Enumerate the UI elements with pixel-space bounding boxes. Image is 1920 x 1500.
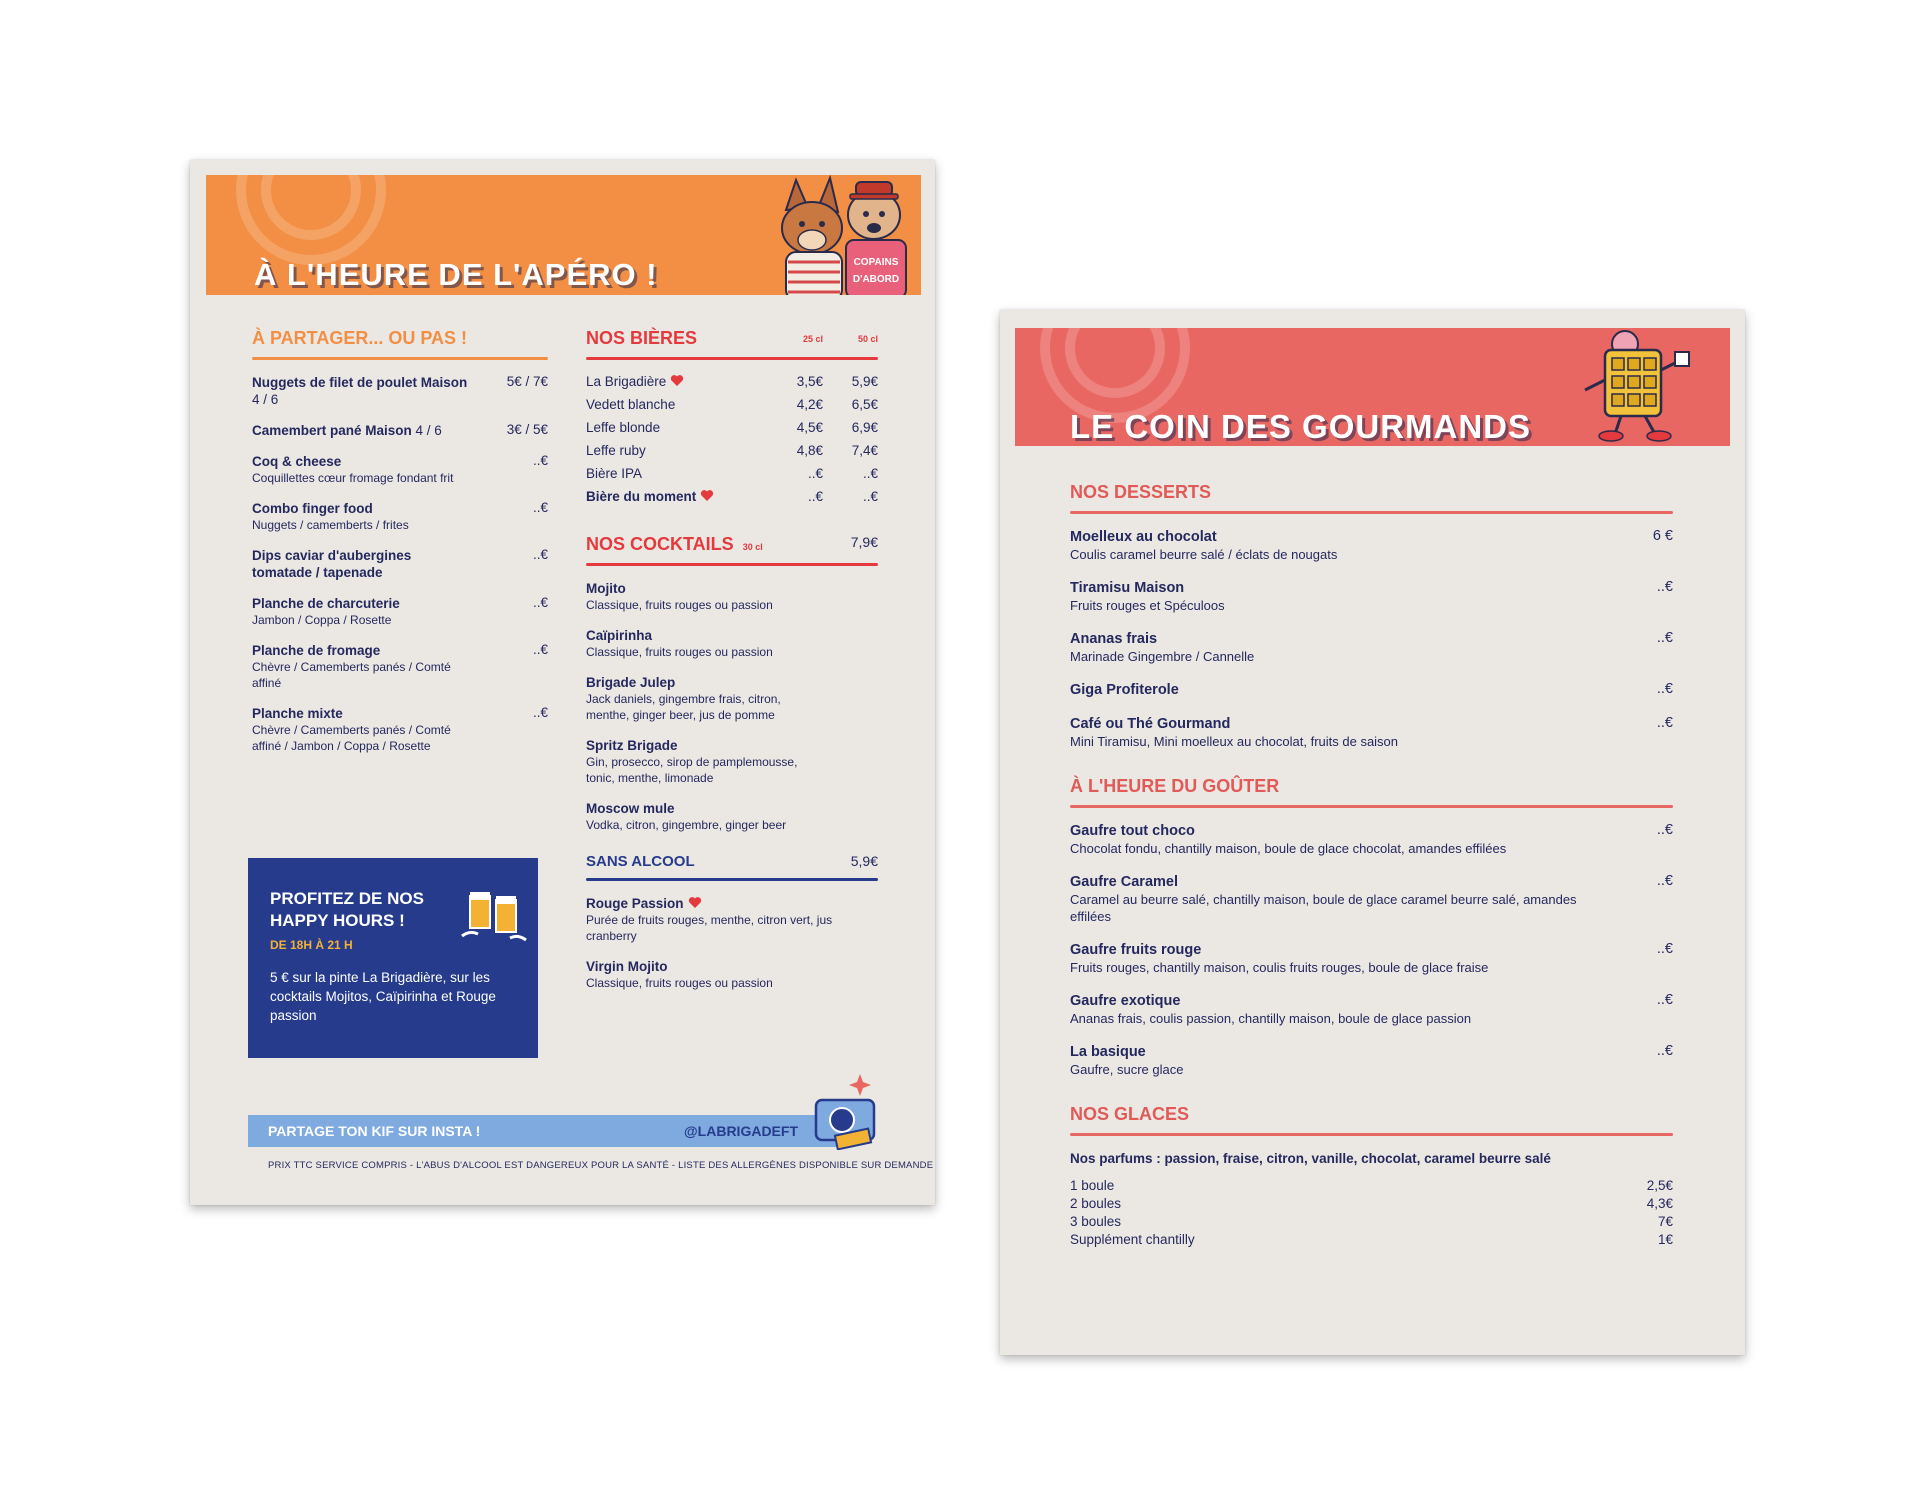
dessert-name: Gaufre tout choco xyxy=(1070,823,1195,839)
mascots-illustration xyxy=(746,175,921,295)
desserts-rule xyxy=(1070,511,1673,514)
heart-icon xyxy=(700,489,714,502)
cocktails-size: 30 cl xyxy=(742,542,763,552)
cocktail-desc: Gin, prosecco, sirop de pamplemousse, tonic, menthe, limonade xyxy=(586,755,798,785)
dessert-item xyxy=(1070,873,1673,925)
glace-name: 2 boules xyxy=(1070,1196,1122,1211)
menu-item xyxy=(252,547,548,581)
size-50: 50 cl xyxy=(857,334,878,344)
cocktail-name: Mojito xyxy=(586,581,626,596)
cocktail-item xyxy=(586,580,878,613)
menu-item xyxy=(252,705,548,754)
dessert-desc: Marinade Gingembre / Cannelle xyxy=(1070,649,1255,664)
cocktails-title xyxy=(586,534,878,563)
dessert-desc: Fruits rouges, chantilly maison, coulis fruits rouges, boule de glace fraise xyxy=(1070,960,1489,975)
insta-text: PARTAGE TON KIF SUR INSTA ! xyxy=(268,1123,481,1139)
glace-name: 3 boules xyxy=(1070,1214,1122,1229)
apero-menu-sheet xyxy=(190,160,935,1205)
beer-price-50: 5,9€ xyxy=(851,374,878,389)
cocktail-name: Brigade Julep xyxy=(586,675,676,690)
beer-row xyxy=(586,489,878,512)
cocktail-item xyxy=(586,737,878,786)
item-name: Dips caviar d'aubergines tomatade / tapenade xyxy=(252,548,412,580)
beer-name: Leffe blonde xyxy=(586,420,661,435)
cocktails-list xyxy=(586,580,878,833)
dessert-price: ..€ xyxy=(1656,579,1673,595)
dessert-item xyxy=(1070,579,1673,614)
glaces-rule xyxy=(1070,1133,1673,1136)
cocktail-item xyxy=(586,627,878,660)
dessert-price: ..€ xyxy=(1656,822,1673,838)
item-name: Planche mixte xyxy=(252,706,343,721)
dessert-price: ..€ xyxy=(1656,1043,1673,1059)
item-price: 5€ / 7€ xyxy=(506,374,548,389)
item-price: 3€ / 5€ xyxy=(506,422,548,437)
dessert-price: ..€ xyxy=(1656,873,1673,889)
dessert-name: Gaufre exotique xyxy=(1070,993,1181,1009)
cocktails-price: 7,9€ xyxy=(850,534,878,550)
badge-line-1: COPAINS xyxy=(853,257,899,268)
glace-name: Supplément chantilly xyxy=(1070,1232,1195,1247)
dessert-name: Ananas frais xyxy=(1070,631,1158,647)
sans-alcool-item xyxy=(586,958,878,991)
dessert-price: ..€ xyxy=(1656,630,1673,646)
dessert-item xyxy=(1070,992,1673,1027)
waffle-mascot-illustration xyxy=(1575,330,1705,444)
item-desc: Coquillettes cœur fromage fondant frit xyxy=(252,471,454,485)
item-name: Nuggets de filet de poulet Maison 4 / 6 xyxy=(252,375,468,407)
gouter-rule xyxy=(1070,805,1673,808)
happy-hours-text: 5 € sur la pinte La Brigadière, sur les cocktails Mojitos, Caïpirinha et Rouge passion xyxy=(270,970,496,1023)
dessert-name: Tiramisu Maison xyxy=(1070,580,1185,596)
dessert-desc: Ananas frais, coulis passion, chantilly maison, boule de glace passion xyxy=(1070,1011,1472,1026)
cocktail-item xyxy=(586,800,878,833)
desserts-title: NOS DESSERTS xyxy=(1070,482,1212,502)
cocktails-title-text: NOS COCKTAILS xyxy=(586,534,734,554)
sans-alcool-list xyxy=(586,895,878,991)
item-desc: Jambon / Coppa / Rosette xyxy=(252,613,392,627)
partager-title: À PARTAGER... OU PAS ! xyxy=(252,328,468,348)
beer-row xyxy=(586,420,878,443)
dessert-desc: Chocolat fondu, chantilly maison, boule de glace chocolat, amandes effilées xyxy=(1070,841,1507,856)
item-price: ..€ xyxy=(532,547,548,562)
beer-name: Vedett blanche xyxy=(586,397,676,412)
glace-price: 7€ xyxy=(1657,1214,1673,1229)
sans-alcool-price: 5,9€ xyxy=(850,853,878,869)
beer-cheers-icon xyxy=(458,886,530,948)
dessert-price: ..€ xyxy=(1656,715,1673,731)
item-portion: 4 / 6 xyxy=(411,423,442,438)
heart-icon xyxy=(670,374,684,387)
beer-price-25: 3,5€ xyxy=(796,374,823,389)
item-name: Coq & cheese xyxy=(252,454,342,469)
cocktail-name: Caïpirinha xyxy=(586,628,653,643)
sans-alcool-title-text: SANS ALCOOL xyxy=(586,853,695,870)
cocktail-desc: Jack daniels, gingembre frais, citron, menthe, ginger beer, jus de pomme xyxy=(586,692,781,722)
item-desc: Nuggets / camemberts / frites xyxy=(252,518,409,532)
happy-hours-time: DE 18H À 21 H xyxy=(270,938,353,952)
glace-row xyxy=(1070,1214,1673,1232)
beer-price-50: 6,5€ xyxy=(851,397,878,412)
beer-price-50: ..€ xyxy=(862,466,878,481)
drinks-column xyxy=(586,328,878,1005)
dessert-price: ..€ xyxy=(1656,941,1673,957)
item-price: ..€ xyxy=(532,642,548,657)
cocktail-desc: Vodka, citron, gingembre, ginger beer xyxy=(586,818,787,832)
dessert-desc: Gaufre, sucre glace xyxy=(1070,1062,1184,1077)
dessert-desc: Coulis caramel beurre salé / éclats de nougats xyxy=(1070,547,1338,562)
cocktail-desc: Classique, fruits rouges ou passion xyxy=(586,645,773,659)
menu-item xyxy=(252,374,548,408)
dessert-item xyxy=(1070,1043,1673,1078)
beer-row xyxy=(586,466,878,489)
menu-item xyxy=(252,642,548,691)
beer-price-50: 7,4€ xyxy=(851,443,878,458)
dessert-price: ..€ xyxy=(1656,681,1673,697)
item-portion: 4 / 6 xyxy=(252,392,279,407)
cocktail-name: Moscow mule xyxy=(586,801,675,816)
dessert-item xyxy=(1070,822,1673,857)
partager-column xyxy=(252,328,548,768)
dessert-name: Moelleux au chocolat xyxy=(1070,529,1217,545)
gourmands-banner xyxy=(1015,328,1730,446)
glace-row xyxy=(1070,1196,1673,1214)
menu-item xyxy=(252,422,548,439)
cocktail-name: Spritz Brigade xyxy=(586,738,678,753)
glace-name: 1 boule xyxy=(1070,1178,1115,1193)
sans-alcool-desc: Purée de fruits rouges, menthe, citron vert, jus cranberry xyxy=(586,913,833,943)
beer-price-25: 4,8€ xyxy=(796,443,823,458)
item-desc: Chèvre / Camemberts panés / Comté affiné xyxy=(252,660,451,690)
partager-list xyxy=(252,374,548,754)
dessert-price: ..€ xyxy=(1656,992,1673,1008)
item-price: ..€ xyxy=(532,595,548,610)
dessert-name: Café ou Thé Gourmand xyxy=(1070,716,1231,732)
insta-handle[interactable]: @LABRIGADEFT xyxy=(684,1123,798,1139)
beer-price-25: ..€ xyxy=(807,489,823,504)
apero-banner xyxy=(206,175,921,295)
item-desc: Chèvre / Camemberts panés / Comté affiné / Jambon / Coppa / Rosette xyxy=(252,723,451,753)
gourmands-column xyxy=(1070,482,1673,1250)
item-price: ..€ xyxy=(532,500,548,515)
dessert-desc: Mini Tiramisu, Mini moelleux au chocolat, fruits de saison xyxy=(1070,734,1399,749)
dessert-item xyxy=(1070,630,1673,665)
beer-price-50: 6,9€ xyxy=(851,420,878,435)
dessert-name: Gaufre fruits rouge xyxy=(1070,942,1202,958)
glaces-parfums: Nos parfums : passion, fraise, citron, vanille, chocolat, caramel beurre salé xyxy=(1070,1151,1551,1166)
badge-line-2: D'ABORD xyxy=(852,274,900,285)
dessert-name: La basique xyxy=(1070,1044,1146,1060)
beer-row xyxy=(586,374,878,397)
dessert-name: Giga Profiterole xyxy=(1070,682,1179,698)
beer-row xyxy=(586,397,878,420)
insta-strip xyxy=(248,1115,838,1147)
dessert-item xyxy=(1070,715,1673,750)
beer-price-50: ..€ xyxy=(862,489,878,504)
gourmands-menu-sheet xyxy=(1000,310,1745,1355)
item-name: Planche de charcuterie xyxy=(252,596,400,611)
bieres-rule xyxy=(586,357,878,360)
glaces-list xyxy=(1070,1178,1673,1250)
cocktail-desc: Classique, fruits rouges ou passion xyxy=(586,598,773,612)
sans-alcool-rule xyxy=(586,878,878,881)
size-25: 25 cl xyxy=(802,334,823,344)
sans-alcool-desc: Classique, fruits rouges ou passion xyxy=(586,976,773,990)
happy-hours-box xyxy=(248,858,538,1058)
beer-name: Bière IPA xyxy=(586,466,643,481)
item-name: Camembert pané Maison 4 / 6 xyxy=(252,423,442,438)
beer-price-25: 4,2€ xyxy=(796,397,823,412)
legal-notice: PRIX TTC SERVICE COMPRIS - L'ABUS D'ALCOOL EST DANGEREUX POUR LA SANTÉ - LISTE DES ALLERGÈNES DISPONIBLE SUR DEMANDE xyxy=(268,1160,934,1171)
menu-item xyxy=(252,595,548,628)
dessert-item xyxy=(1070,528,1673,563)
glace-row xyxy=(1070,1178,1673,1196)
item-price: ..€ xyxy=(532,705,548,720)
dessert-item xyxy=(1070,941,1673,976)
dessert-desc: Caramel au beurre salé, chantilly maison, boule de glace caramel beurre salé, amandes effilées xyxy=(1070,892,1577,924)
beer-name: La Brigadière xyxy=(586,374,684,389)
beer-row xyxy=(586,443,878,466)
bieres-title-text: NOS BIÈRES xyxy=(586,328,698,348)
glaces-title: NOS GLACES xyxy=(1070,1104,1190,1124)
glace-price: 2,5€ xyxy=(1646,1178,1673,1193)
glace-row xyxy=(1070,1232,1673,1250)
heart-icon xyxy=(688,896,702,909)
menu-item xyxy=(252,453,548,486)
dessert-desc: Fruits rouges et Spéculoos xyxy=(1070,598,1225,613)
desserts-list xyxy=(1070,528,1673,750)
glace-price: 1€ xyxy=(1657,1232,1673,1247)
dessert-name: Gaufre Caramel xyxy=(1070,874,1178,890)
beer-price-25: 4,5€ xyxy=(796,420,823,435)
camera-icon xyxy=(808,1070,888,1150)
sans-alcool-name: Virgin Mojito xyxy=(586,959,668,974)
cocktails-rule xyxy=(586,563,878,566)
gourmands-title: LE COIN DES GOURMANDS xyxy=(1070,408,1532,445)
item-name: Planche de fromage xyxy=(252,643,381,658)
beer-name: Bière du moment xyxy=(586,489,714,504)
gouter-list xyxy=(1070,822,1673,1078)
dessert-price: 6 € xyxy=(1652,528,1673,544)
menu-item xyxy=(252,500,548,533)
item-price: ..€ xyxy=(532,453,548,468)
beer-price-25: ..€ xyxy=(807,466,823,481)
cocktail-item xyxy=(586,674,878,723)
bieres-title xyxy=(586,328,878,357)
partager-rule xyxy=(252,357,548,360)
apero-title: À L'HEURE DE L'APÉRO ! xyxy=(254,257,658,292)
happy-hours-title: PROFITEZ DE NOS HAPPY HOURS ! xyxy=(270,889,424,930)
sans-alcool-title xyxy=(586,853,878,878)
item-name: Combo finger food xyxy=(252,501,373,516)
bieres-list xyxy=(586,374,878,512)
sans-alcool-item xyxy=(586,895,878,944)
beer-name: Leffe ruby xyxy=(586,443,646,458)
gouter-title: À L'HEURE DU GOÛTER xyxy=(1070,776,1280,796)
sans-alcool-name: Rouge Passion xyxy=(586,895,878,912)
dessert-item xyxy=(1070,681,1673,699)
glace-price: 4,3€ xyxy=(1646,1196,1673,1211)
